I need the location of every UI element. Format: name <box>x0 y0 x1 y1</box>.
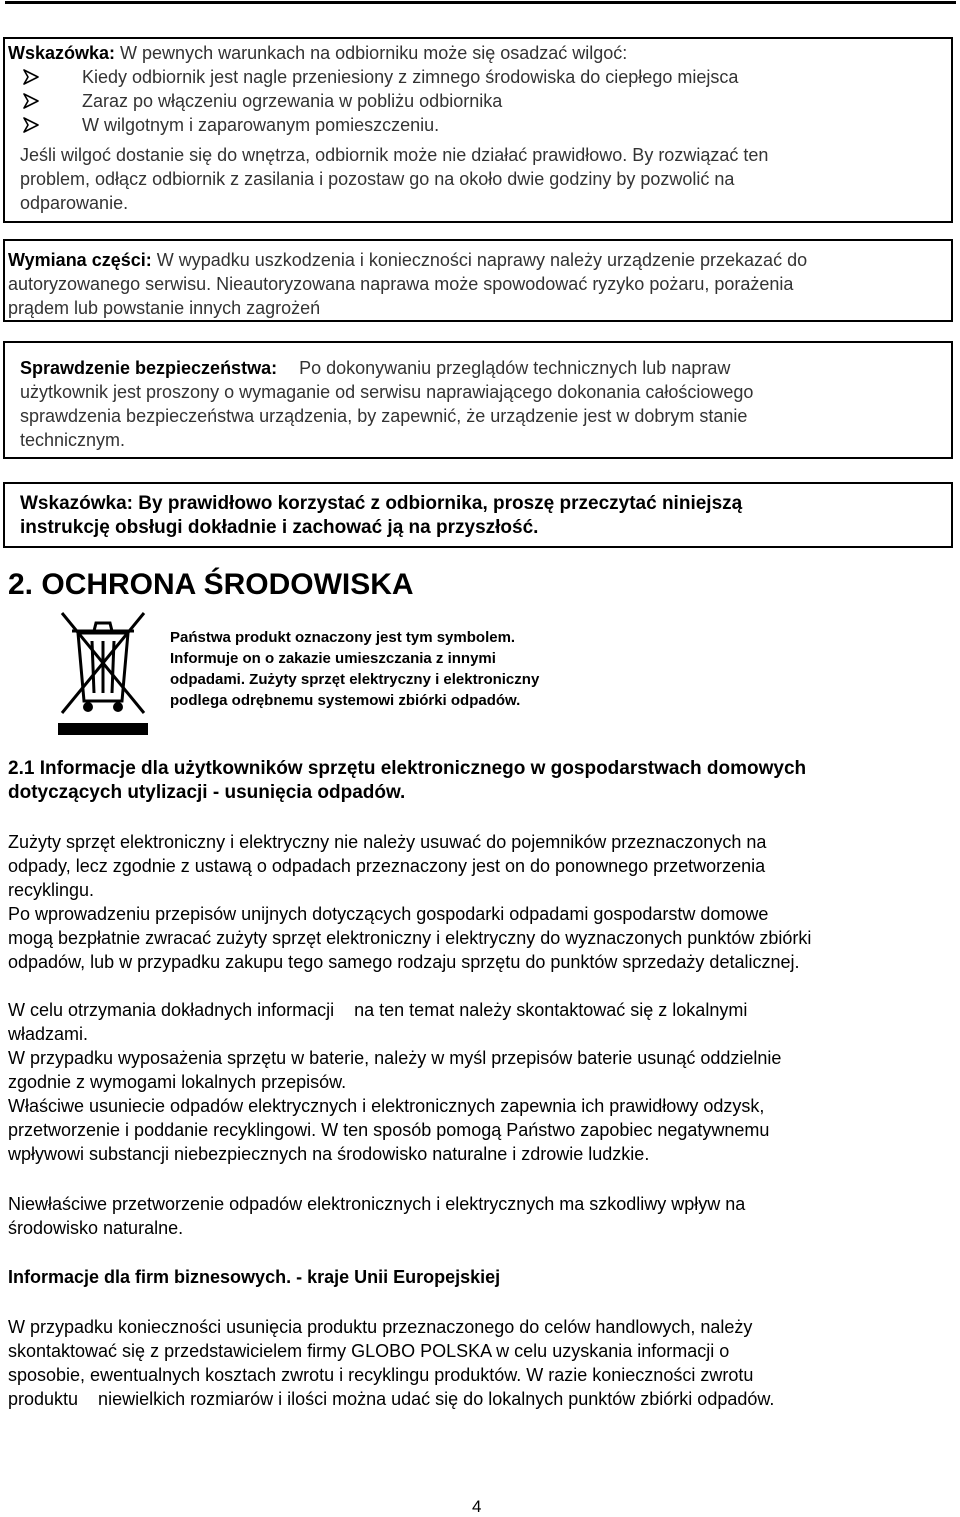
page-number: 4 <box>472 1497 482 1516</box>
usage-hint-line-2: instrukcję obsługi dokładnie i zachować ją na przyszłość. <box>20 517 539 538</box>
section-2-heading: 2. OCHRONA ŚRODOWISKA <box>8 568 414 601</box>
parts-replacement-box <box>3 239 953 322</box>
moisture-bullet-3: W wilgotnym i zaparowanym pomieszczeniu. <box>82 115 440 135</box>
paragraph-line: przetworzenie i poddanie recyklingowi. W ten sposób pomogą Państwo zapobiec negatywnemu <box>8 1120 770 1140</box>
safety-check-box <box>3 341 953 459</box>
safety-check-text-4: technicznym. <box>20 430 126 450</box>
parts-replacement-text-3: prądem lub powstanie innych zagrożeń <box>8 298 321 318</box>
usage-hint-line-1: Wskazówka: By prawidłowo korzystać z odbiornika, proszę przeczytać niniejszą <box>20 493 743 514</box>
paragraph-line: wpływowi substancji niebezpiecznych na środowisko naturalne i zdrowie ludzkie. <box>8 1144 650 1164</box>
safety-check-text-1: Po dokonywaniu przeglądów technicznych lub napraw <box>299 358 731 378</box>
parts-replacement-text-1: W wypadku uszkodzenia i konieczności naprawy należy urządzenie przekazać do <box>151 250 808 270</box>
crossed-out-wheelie-bin-icon <box>58 609 148 735</box>
safety-check-label: Sprawdzenie bezpieczeństwa: <box>20 358 278 378</box>
paragraph-line: środowisko naturalne. <box>8 1218 184 1238</box>
arrow-bullet-icon <box>23 93 39 109</box>
paragraph-line: produktu niewielkich rozmiarów i ilości można udać się do lokalnych punktów zbiórki odpadów. <box>8 1389 775 1409</box>
paragraph-line: W przypadku konieczności usunięcia produktu przeznaczonego do celów handlowych, należy <box>8 1317 753 1337</box>
moisture-note-intro: W pewnych warunkach na odbiorniku może się osadzać wilgoć: <box>115 43 628 63</box>
parts-replacement-first-line <box>8 248 807 272</box>
symbol-text-line-4: podlega odrębnemu systemowi zbiórki odpadów. <box>170 692 521 709</box>
symbol-text-line-3: odpadami. Zużyty sprzęt elektryczny i elektroniczny <box>170 671 540 688</box>
section-2-1-heading-line-2: dotyczących utylizacji - usunięcia odpadów. <box>8 782 406 803</box>
paragraph-line: W przypadku wyposażenia sprzętu w baterie, należy w myśl przepisów baterie usunąć oddzielnie <box>8 1048 782 1068</box>
paragraph-line: skontaktować się z przedstawicielem firmy GLOBO POLSKA w celu uzyskania informacji o <box>8 1341 730 1361</box>
moisture-note-box <box>3 37 953 223</box>
symbol-text-line-2: Informuje on o zakazie umieszczania z innymi <box>170 650 496 667</box>
moisture-text-line-1: Jeśli wilgoć dostanie się do wnętrza, odbiornik może nie działać prawidłowo. By rozwiązać ten <box>20 145 769 165</box>
safety-check-first-line <box>20 356 730 380</box>
parts-replacement-text-2: autoryzowanego serwisu. Nieautoryzowana naprawa może spowodować ryzyko pożaru, porażenia <box>8 274 794 294</box>
arrow-bullet-icon <box>23 69 39 85</box>
paragraph-line: sposobie, ewentualnych kosztach zwrotu i recyklingu produktów. W razie konieczności zwrotu <box>8 1365 754 1385</box>
paragraph-line: Po wprowadzeniu przepisów unijnych dotyczących gospodarki odpadami gospodarstw domowe <box>8 904 769 924</box>
moisture-note-label: Wskazówka: <box>8 43 116 63</box>
safety-check-text-2: użytkownik jest proszony o wymaganie od serwisu naprawiającego dokonania całościowego <box>20 382 754 402</box>
section-2-1-heading-line-1: 2.1 Informacje dla użytkowników sprzętu elektronicznego w gospodarstwach domowych <box>8 758 807 779</box>
safety-check-text-3: sprawdzenia bezpieczeństwa urządzenia, by zapewnić, że urządzenie jest w dobrym stanie <box>20 406 748 426</box>
paragraph-line: W celu otrzymania dokładnych informacji na ten temat należy skontaktować się z lokalnymi <box>8 1000 748 1020</box>
moisture-note-first-line <box>8 41 627 65</box>
symbol-text-line-1: Państwa produkt oznaczony jest tym symbolem. <box>170 629 516 646</box>
paragraph-line: zgodnie z wymogami lokalnych przepisów. <box>8 1072 347 1092</box>
paragraph-line: władzami. <box>8 1024 89 1044</box>
top-rule <box>5 1 956 4</box>
paragraph-line: Zużyty sprzęt elektroniczny i elektryczny nie należy usuwać do pojemników przeznaczonych na <box>8 832 767 852</box>
parts-replacement-label: Wymiana części: <box>8 250 152 270</box>
moisture-text-line-3: odparowanie. <box>20 193 129 213</box>
business-info-heading: Informacje dla firm biznesowych. - kraje Unii Europejskiej <box>8 1267 501 1287</box>
paragraph-line: recyklingu. <box>8 880 95 900</box>
paragraph-line: Niewłaściwe przetworzenie odpadów elektronicznych i elektrycznych ma szkodliwy wpływ na <box>8 1194 746 1214</box>
paragraph-line: mogą bezpłatnie zwracać zużyty sprzęt elektroniczny i elektryczny do wyznaczonych punktów zbiórki <box>8 928 812 948</box>
moisture-bullet-1: Kiedy odbiornik jest nagle przeniesiony z zimnego środowiska do ciepłego miejsca <box>82 67 739 87</box>
moisture-bullet-2: Zaraz po włączeniu ogrzewania w pobliżu odbiornika <box>82 91 503 111</box>
paragraph-line: Właściwe usuniecie odpadów elektrycznych i elektronicznych zapewnia ich prawidłowy odzysk, <box>8 1096 765 1116</box>
usage-hint-box <box>3 482 953 548</box>
arrow-bullet-icon <box>23 117 39 133</box>
paragraph-line: odpady, lecz zgodnie z ustawą o odpadach przeznaczony jest on do ponownego przetworzenia <box>8 856 766 876</box>
moisture-text-line-2: problem, odłącz odbiornik z zasilania i pozostaw go na około dwie godziny by pozwolić na <box>20 169 735 189</box>
paragraph-line: odpadów, lub w przypadku zakupu tego samego rodzaju sprzętu do punktów sprzedaży detalicznej. <box>8 952 800 972</box>
